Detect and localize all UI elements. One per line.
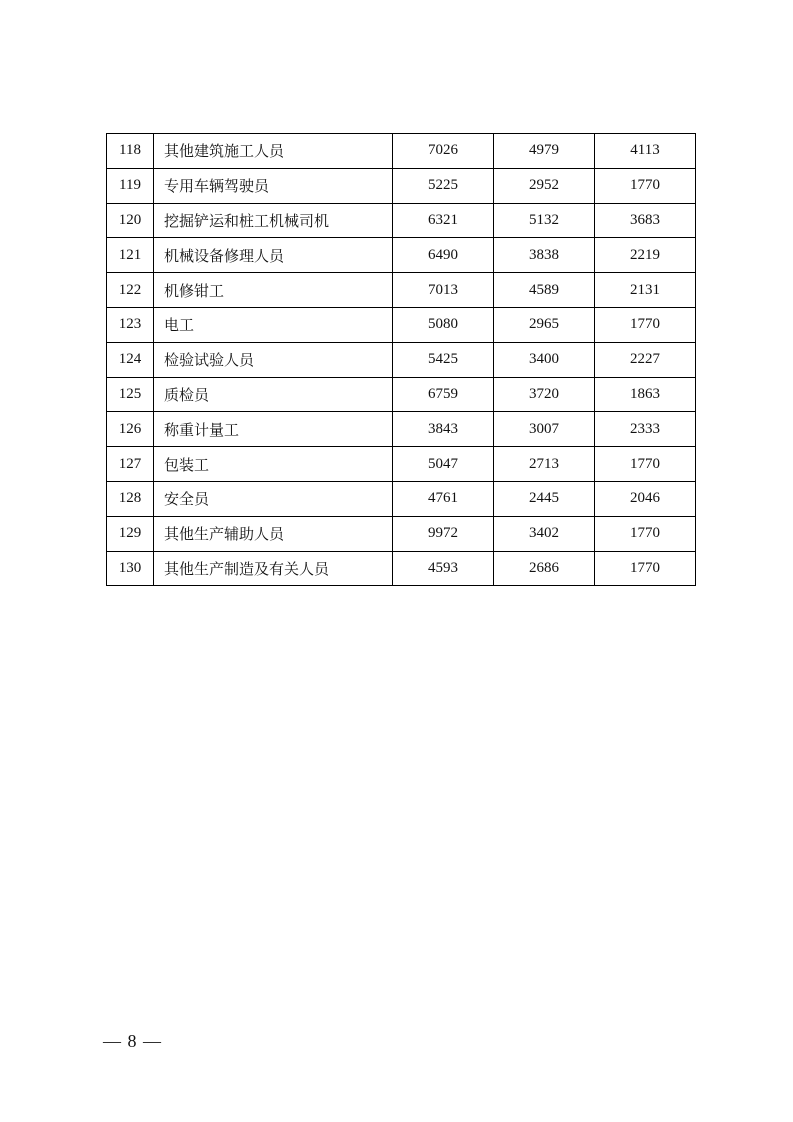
cell-occupation-name: 检验试验人员 — [154, 342, 393, 377]
cell-value-1: 6490 — [393, 238, 494, 273]
cell-value-3: 1770 — [595, 307, 696, 342]
table-row — [107, 307, 696, 342]
cell-value-2: 3007 — [494, 412, 595, 447]
cell-occupation-name: 专用车辆驾驶员 — [154, 168, 393, 203]
cell-value-2: 2445 — [494, 481, 595, 516]
cell-value-1: 7013 — [393, 273, 494, 308]
cell-value-3: 1770 — [595, 168, 696, 203]
table-row — [107, 412, 696, 447]
table-row — [107, 377, 696, 412]
cell-value-3: 1863 — [595, 377, 696, 412]
cell-occupation-name: 其他建筑施工人员 — [154, 134, 393, 169]
cell-row-number: 130 — [107, 551, 154, 586]
table-row — [107, 134, 696, 169]
cell-occupation-name: 机修钳工 — [154, 273, 393, 308]
page-number — [103, 1031, 162, 1052]
cell-value-1: 4593 — [393, 551, 494, 586]
table-row — [107, 238, 696, 273]
cell-value-1: 9972 — [393, 516, 494, 551]
cell-occupation-name: 称重计量工 — [154, 412, 393, 447]
table-row — [107, 447, 696, 482]
table-row — [107, 203, 696, 238]
cell-occupation-name: 质检员 — [154, 377, 393, 412]
table-row — [107, 551, 696, 586]
cell-value-3: 2219 — [595, 238, 696, 273]
cell-row-number: 121 — [107, 238, 154, 273]
cell-value-1: 5080 — [393, 307, 494, 342]
cell-occupation-name: 机械设备修理人员 — [154, 238, 393, 273]
cell-row-number: 118 — [107, 134, 154, 169]
cell-row-number: 124 — [107, 342, 154, 377]
cell-value-3: 2227 — [595, 342, 696, 377]
cell-value-2: 5132 — [494, 203, 595, 238]
cell-occupation-name: 挖掘铲运和桩工机械司机 — [154, 203, 393, 238]
cell-value-1: 5425 — [393, 342, 494, 377]
cell-row-number: 125 — [107, 377, 154, 412]
cell-value-2: 3402 — [494, 516, 595, 551]
cell-occupation-name: 电工 — [154, 307, 393, 342]
cell-value-2: 3400 — [494, 342, 595, 377]
cell-value-3: 2333 — [595, 412, 696, 447]
cell-occupation-name: 其他生产制造及有关人员 — [154, 551, 393, 586]
cell-value-2: 2952 — [494, 168, 595, 203]
cell-occupation-name: 包装工 — [154, 447, 393, 482]
cell-row-number: 126 — [107, 412, 154, 447]
cell-value-1: 6321 — [393, 203, 494, 238]
cell-value-2: 3720 — [494, 377, 595, 412]
cell-row-number: 127 — [107, 447, 154, 482]
cell-value-3: 2131 — [595, 273, 696, 308]
cell-row-number: 123 — [107, 307, 154, 342]
cell-value-3: 1770 — [595, 551, 696, 586]
table-row — [107, 168, 696, 203]
table-row — [107, 481, 696, 516]
cell-value-1: 5047 — [393, 447, 494, 482]
cell-value-3: 1770 — [595, 516, 696, 551]
cell-value-3: 3683 — [595, 203, 696, 238]
cell-value-2: 2686 — [494, 551, 595, 586]
table-row — [107, 342, 696, 377]
cell-value-3: 1770 — [595, 447, 696, 482]
cell-row-number: 129 — [107, 516, 154, 551]
occupation-wage-table — [106, 133, 696, 586]
cell-value-3: 4113 — [595, 134, 696, 169]
table-body — [107, 134, 696, 586]
cell-row-number: 122 — [107, 273, 154, 308]
cell-value-1: 3843 — [393, 412, 494, 447]
cell-value-1: 4761 — [393, 481, 494, 516]
table-row — [107, 516, 696, 551]
cell-value-1: 5225 — [393, 168, 494, 203]
cell-value-1: 7026 — [393, 134, 494, 169]
cell-occupation-name: 其他生产辅助人员 — [154, 516, 393, 551]
cell-row-number: 120 — [107, 203, 154, 238]
cell-occupation-name: 安全员 — [154, 481, 393, 516]
cell-value-2: 3838 — [494, 238, 595, 273]
table-row — [107, 273, 696, 308]
cell-row-number: 119 — [107, 168, 154, 203]
page-number-text: — 8 — — [103, 1031, 162, 1051]
cell-value-1: 6759 — [393, 377, 494, 412]
cell-value-2: 2965 — [494, 307, 595, 342]
cell-value-2: 4979 — [494, 134, 595, 169]
cell-row-number: 128 — [107, 481, 154, 516]
cell-value-2: 2713 — [494, 447, 595, 482]
cell-value-3: 2046 — [595, 481, 696, 516]
cell-value-2: 4589 — [494, 273, 595, 308]
